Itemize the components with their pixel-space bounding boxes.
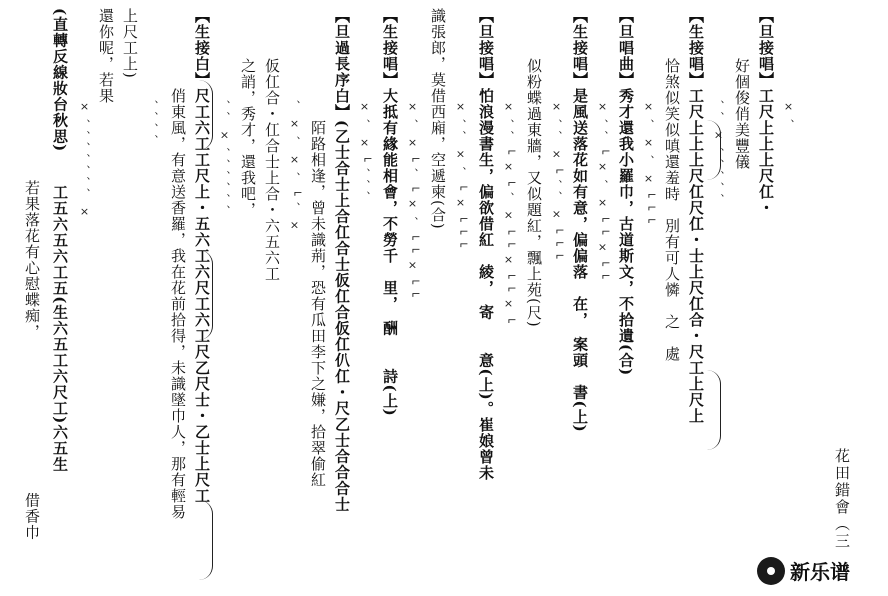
beat-marks: ×、×、×└└└ xyxy=(642,100,655,229)
lyric-column: 之誚，秀才，還我吧， xyxy=(239,58,257,218)
slur-arc xyxy=(198,500,213,580)
beat-marks: ×、、└×└、×└└×└└×└ xyxy=(502,100,515,329)
beat-marks: ×、、×└、、×└└└ xyxy=(550,100,563,265)
lyric-column: 若果落花有心慰蝶痴， 借香巾 xyxy=(23,180,41,541)
logo-text: 新乐谱 xyxy=(790,560,850,584)
beat-marks: 、×、×、└、× xyxy=(288,100,301,238)
lyric-column: 【旦接唱】怕浪漫書生，偏欲借紅 綾， 寄 意(上)。崔娘曾未 xyxy=(477,8,495,481)
beat-marks: 、、、、 xyxy=(146,100,159,152)
beat-marks: ×、×└、、、 xyxy=(358,100,371,208)
logo xyxy=(757,556,850,585)
lyric-column: 好個俊俏美豐儀 xyxy=(733,58,751,170)
lyric-column: 【生接唱】大抵有緣能相會，不勞千 里， 酬 詩(上) xyxy=(381,8,399,417)
lyric-column: 【旦過長序白】(乙士合士上合仜合士仮仜合仮仜仈仜・尺乙士合合合士 xyxy=(333,8,351,513)
slur-arc xyxy=(706,370,721,450)
beat-marks: ×、、└×、×└└×└└ xyxy=(596,100,609,285)
lyric-column: 恰煞似笑似嗔還羞時 別有可人憐 之 處 xyxy=(663,58,681,362)
beat-marks: 、、×、、、、、 xyxy=(712,100,725,211)
slur-arc xyxy=(198,80,213,150)
beat-marks: ×、、×、└×└└└ xyxy=(454,100,467,253)
lyric-column: 【生接白】尺工六工工尺上・五六工六尺工六工尺乙尺士・乙士上尺工 xyxy=(193,8,211,504)
lyric-column: 陌路相逢，曾未識荊，恐有瓜田李下之嫌，拾翠偷紅 xyxy=(309,120,327,488)
lyric-column: 【旦接唱】工尺上上上尺仜・ xyxy=(757,8,775,216)
music-disc-icon xyxy=(757,557,785,585)
lyric-column: 【生接唱】工尺上上上尺仜尺仜・士上尺仜合・尺工上尺上 xyxy=(687,8,705,424)
lyric-column: 仮仜合・仜合士上合・六五六工 xyxy=(263,58,281,282)
slur-arc xyxy=(706,120,721,180)
lyric-column: 俏東風，有意送香羅，我在花前拾得，未識墜巾人，那有輕易 xyxy=(169,88,187,520)
lyric-column: 上尺工上) xyxy=(121,8,139,79)
lyric-column: 還你呢，若果 xyxy=(97,8,115,104)
beat-marks: ×、×└、└×、└└×└└ xyxy=(406,100,419,303)
lyric-column: 【生接唱】是風送落花如有意，偏偏落 在， 案頭 書(上) xyxy=(571,8,589,433)
beat-marks: ×、 xyxy=(782,100,795,136)
song-title: 花田錯會（三 xyxy=(833,448,851,550)
beat-marks: ×、、、、、、、× xyxy=(78,100,91,224)
lyric-column: 【旦唱曲】秀才還我小羅巾，古道斯文，不拾遺(合) xyxy=(617,8,635,377)
lyric-column: (直轉反線妝台秋思) 工五六五六工五(生六五工六尺工)六五生 xyxy=(51,8,69,473)
lyric-column: 似粉蝶過東牆，又似題紅，飄上苑(尺) xyxy=(525,58,543,328)
slur-arc xyxy=(198,250,213,340)
beat-marks: 、、×、、、、、、 xyxy=(218,100,231,222)
lyric-column: 識張郎，莫借西廂，空遞柬(合) xyxy=(429,8,447,230)
